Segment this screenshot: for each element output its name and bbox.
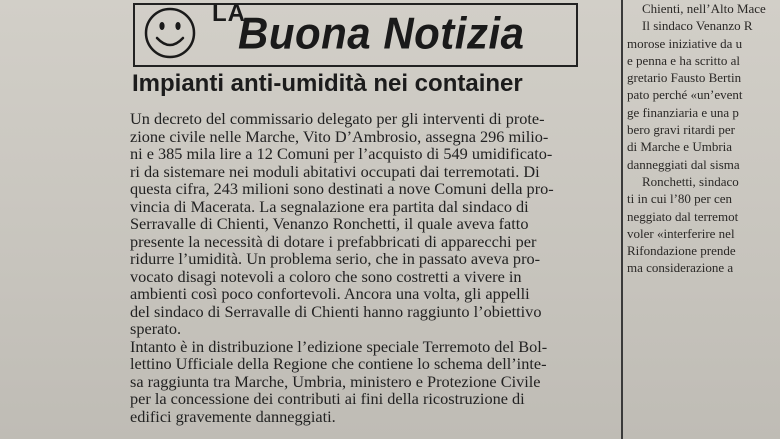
article-headline: Impianti anti-umidità nei container [132,70,523,97]
adjacent-line: ge finanziaria e una p [627,104,739,120]
article-line: ni e 385 mila lire a 12 Comuni per l’acquisto di 549 umidificato- [130,144,553,163]
masthead-prefix: LA [212,0,246,27]
article-line: lettino Ufficiale della Regione che contiene lo schema dell’inte- [130,354,547,373]
article-line: edifici gravemente danneggiati. [130,406,336,426]
adjacent-line: ti in cui l’80 per cen [627,191,733,207]
article-line: ambienti così poco confortevoli. Ancora una volta, gli appelli [130,284,530,303]
article-line: presente la necessità di dotare i prefabbricati di apparecchi per [130,231,537,251]
article-line: zione civile nelle Marche, Vito D’Ambrosio, assegna 296 milio- [130,126,549,146]
adjacent-line: morose iniziative da u [627,35,743,51]
article-line: sa raggiunta tra Marche, Umbria, ministero e Protezione Civile [130,371,541,391]
article-line: Un decreto del commissario delegato per gli interventi di prote- [130,109,545,128]
adjacent-line: danneggiati dal sisma [627,156,740,172]
smiley-icon [143,6,197,60]
adjacent-line: voler «interferire nel [627,225,735,241]
adjacent-line: Chienti, nell’Alto Mace [642,1,766,16]
adjacent-line: pato perché «un’event [627,87,743,103]
article-line: vocato disagi notevoli a coloro che sono costretti a vivere in [130,266,522,286]
article-line: questa cifra, 243 milioni sono destinati a nove Comuni della pro- [130,179,554,198]
adjacent-line: gretario Fausto Bertin [627,70,742,86]
adjacent-line: di Marche e Umbria [627,139,733,155]
adjacent-line: bero gravi ritardi per [627,122,735,138]
adjacent-line: ma considerazione a [627,260,734,276]
article-line: vincia di Macerata. La segnalazione era partita dal sindaco di [130,196,529,216]
masthead-title: Buona Notizia [238,8,525,59]
article-line: Serravalle di Chienti, Venanzo Ronchetti, il quale aveva fatto [130,214,529,233]
adjacent-line: e penna e ha scritto al [627,52,740,68]
adjacent-line: Il sindaco Venanzo R [642,18,753,34]
article-line: del sindaco di Serravalle di Chienti hanno raggiunto l’obiettivo [130,301,542,321]
adjacent-line: Rifondazione prende [627,243,736,259]
article-line: ridurre l’umidità. Un problema serio, che in passato aveva pro- [130,249,541,268]
article-line: per la concessione dei contributi ai fini della ricostruzione di [130,389,525,408]
column-divider [621,0,623,439]
article-line: sperato. [130,319,182,338]
article-line: Intanto è in distribuzione l’edizione speciale Terremoto del Bol- [130,336,548,356]
article-body [130,110,585,425]
adjacent-line: neggiato dal terremot [627,208,739,224]
article-line: ri da sistemare nei moduli abitativi occupati dai terremotati. Di [130,161,540,181]
adjacent-column [627,0,780,277]
adjacent-line: Ronchetti, sindaco [642,173,739,189]
